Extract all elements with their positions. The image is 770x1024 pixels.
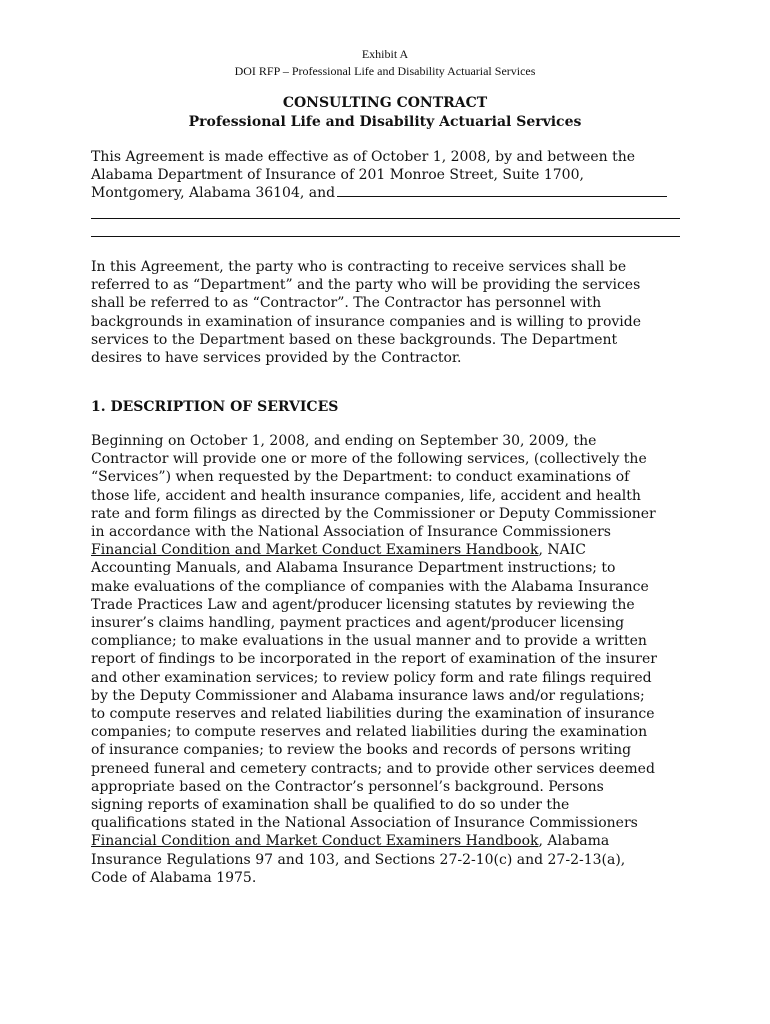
text-line: by the Deputy Commissioner and Alabama insurance laws and/or regulations; — [91, 687, 645, 704]
text-line: report of findings to be incorporated in the report of examination of the insurer — [91, 651, 657, 668]
text-line: Accounting Manuals, and Alabama Insurance Department instructions; to — [91, 560, 616, 577]
text-line: of insurance companies; to review the books and records of persons writing — [91, 742, 632, 759]
services-paragraph — [91, 432, 691, 887]
text-line: services to the Department based on these backgrounds. The Department — [91, 331, 618, 348]
text-line: In this Agreement, the party who is contracting to receive services shall be — [91, 259, 627, 275]
text-line: Contractor will provide one or more of the following services, (collectively the — [91, 451, 647, 468]
text-line: preneed funeral and cemetery contracts; and to provide other services deemed — [91, 760, 655, 777]
text-fragment: , Alabama — [538, 833, 610, 850]
text-fragment: , NAIC — [538, 542, 587, 559]
text-line: and other examination services; to review policy form and rate filings required — [91, 669, 652, 686]
text-line: insurer’s claims handling, payment practices and agent/producer licensing — [91, 615, 625, 632]
text-line: compliance; to make evaluations in the usual manner and to provide a written — [91, 633, 647, 650]
party-name-blank[interactable] — [337, 184, 667, 197]
text-line: Beginning on October 1, 2008, and ending on September 30, 2009, the — [91, 433, 597, 449]
text-line: Insurance Regulations 97 and 103, and Sections 27-2-10(c) and 27-2-13(a), — [91, 851, 626, 868]
contract-title: CONSULTING CONTRACT — [282, 95, 488, 111]
text-line: desires to have services provided by the Contractor. — [91, 350, 462, 367]
text-line: in accordance with the National Association of Insurance Commissioners — [91, 524, 611, 541]
text-line: those life, accident and health insurance companies, life, accident and health — [91, 487, 641, 504]
text-line — [91, 184, 691, 202]
definitions-paragraph — [91, 258, 691, 367]
text-line: This Agreement is made effective as of October 1, 2008, by and between the — [91, 149, 636, 165]
text-line: companies; to compute reserves and related liabilities during the examination — [91, 724, 648, 741]
text-line: make evaluations of the compliance of companies with the Alabama Insurance — [91, 578, 649, 595]
text-line: to compute reserves and related liabilities during the examination of insurance — [91, 706, 655, 723]
text-line: rate and form filings as directed by the Commissioner or Deputy Commissioner — [91, 505, 656, 522]
text-line: referred to as “Department” and the party who will be providing the services — [91, 277, 641, 294]
section-heading: 1. DESCRIPTION OF SERVICES — [91, 399, 339, 415]
handbook-title: Financial Condition and Market Conduct Examiners Handbook — [91, 542, 539, 559]
rfp-label: DOI RFP – Professional Life and Disability Actuarial Services — [234, 64, 536, 78]
text-line: Trade Practices Law and agent/producer licensing statutes by reviewing the — [91, 596, 635, 613]
text-line: shall be referred to as “Contractor”. The Contractor has personnel with — [91, 295, 602, 312]
text-line: “Services”) when requested by the Department: to conduct examinations of — [91, 469, 630, 486]
text-line — [91, 541, 691, 559]
blank-line[interactable] — [91, 236, 680, 237]
text-line — [91, 832, 691, 850]
text-line: Alabama Department of Insurance of 201 Monroe Street, Suite 1700, — [91, 167, 584, 184]
text-line: backgrounds in examination of insurance companies and is willing to provide — [91, 313, 642, 330]
exhibit-label: Exhibit A — [361, 47, 409, 61]
text-line: appropriate based on the Contractor’s personnel’s background. Persons — [91, 778, 604, 795]
contract-subtitle: Professional Life and Disability Actuarial Services — [188, 114, 582, 130]
text-line: Code of Alabama 1975. — [91, 869, 257, 886]
handbook-title: Financial Condition and Market Conduct Examiners Handbook — [91, 833, 539, 850]
intro-paragraph — [91, 148, 691, 203]
blank-line[interactable] — [91, 218, 680, 219]
text-line: qualifications stated in the National Association of Insurance Commissioners — [91, 815, 638, 832]
text-line: signing reports of examination shall be qualified to do so under the — [91, 797, 570, 814]
text-fragment: Montgomery, Alabama 36104, and — [91, 185, 336, 202]
